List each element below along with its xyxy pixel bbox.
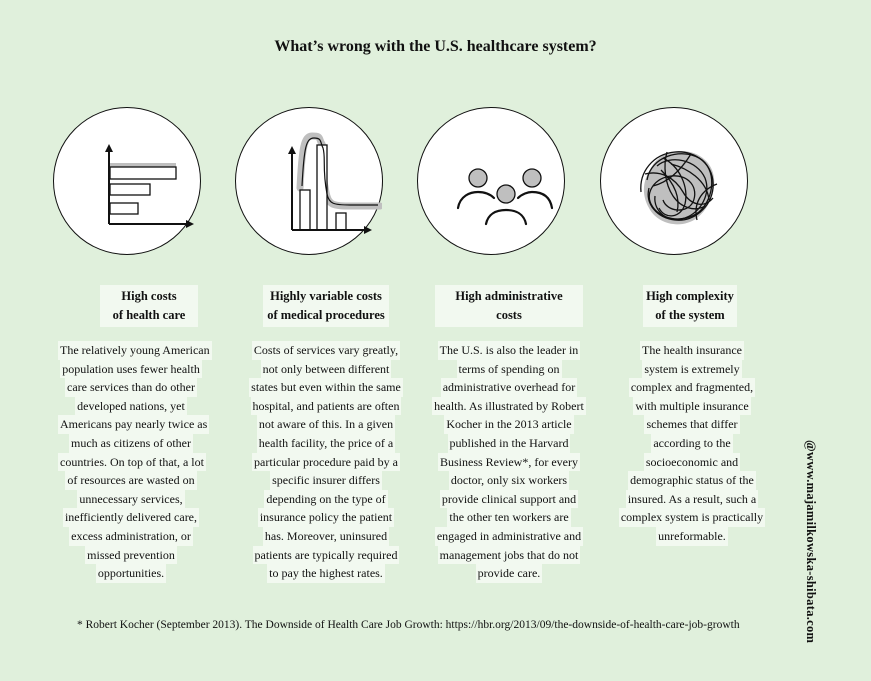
body-line: specific insurer differs [270, 471, 382, 490]
heading-line: High complexity [646, 289, 734, 303]
page-title: What’s wrong with the U.S. healthcare system? [274, 38, 597, 55]
body-line: The U.S. is also the leader in [438, 341, 581, 360]
card-heading [100, 285, 198, 327]
card-body [58, 341, 210, 583]
body-line: hospital, and patients are often [251, 397, 402, 416]
body-line: of resources are wasted on [65, 471, 196, 490]
body-line: inefficiently delivered care, [63, 508, 199, 527]
body-line: developed nations, yet [75, 397, 187, 416]
body-line: unreformable. [656, 527, 728, 546]
body-line: missed prevention [85, 546, 177, 565]
card-heading [435, 285, 583, 327]
body-line: management jobs that do not [438, 546, 581, 565]
heading-line: of medical procedures [267, 308, 385, 322]
body-line: Business Review*, for every [438, 453, 580, 472]
heading-line: of the system [655, 308, 725, 322]
body-line: patients are typically required [253, 546, 400, 565]
body-line: engaged in administrative and [435, 527, 583, 546]
body-line: countries. On top of that, a lot [58, 453, 206, 472]
body-line: provide care. [476, 564, 543, 583]
footnote: * Robert Kocher (September 2013). The Downside of Health Care Job Growth: https://hbr.org/2013/09/the-downside-of-health-care-job-growth [77, 619, 740, 631]
body-line: demographic status of the [628, 471, 756, 490]
bar-chart-icon [53, 107, 201, 255]
card-heading [263, 285, 389, 327]
body-line: terms of spending on [457, 360, 562, 379]
website-credit: @www.majamilkowska-shibata.com [804, 440, 818, 644]
body-line: the other ten workers are [447, 508, 570, 527]
card-body [608, 341, 776, 546]
heading-line: of health care [112, 308, 186, 322]
card-body [238, 341, 414, 583]
body-line: published in the Harvard [448, 434, 571, 453]
body-line: care services than do other [65, 378, 197, 397]
body-line: opportunities. [96, 564, 166, 583]
body-line: schemes that differ [644, 415, 739, 434]
body-line: Costs of services vary greatly, [252, 341, 400, 360]
body-line: The health insurance [640, 341, 744, 360]
body-line: insured. As a result, such a [626, 490, 758, 509]
body-line: particular procedure paid by a [252, 453, 400, 472]
heading-line: Highly variable costs [270, 289, 382, 303]
body-line: population uses fewer health [60, 360, 202, 379]
body-line: health facility, the price of a [257, 434, 396, 453]
body-line: excess administration, or [69, 527, 193, 546]
body-line: socioeconomic and [644, 453, 740, 472]
body-line: complex system is practically [619, 508, 765, 527]
body-line: administrative overhead for [441, 378, 578, 397]
body-line: complex and fragmented, [629, 378, 755, 397]
heading-line: costs [496, 308, 522, 322]
body-line: has. Moreover, uninsured [263, 527, 389, 546]
body-line: according to the [651, 434, 732, 453]
heading-line: High costs [121, 289, 177, 303]
tangle-icon [600, 107, 748, 255]
body-line: unnecessary services, [77, 490, 184, 509]
body-line: not aware of this. In a given [257, 415, 395, 434]
body-line: system is extremely [642, 360, 741, 379]
body-line: Kocher in the 2013 article [444, 415, 573, 434]
body-line: depending on the type of [264, 490, 387, 509]
body-line: states but even within the same [249, 378, 403, 397]
body-line: Americans pay nearly twice as [58, 415, 209, 434]
body-line: not only between different [261, 360, 392, 379]
card-heading [643, 285, 737, 327]
body-line: doctor, only six workers [449, 471, 569, 490]
body-line: much as citizens of other [69, 434, 193, 453]
heading-line: High administrative [455, 289, 563, 303]
spike-chart-icon [235, 107, 383, 255]
card-body [425, 341, 593, 583]
body-line: with multiple insurance [633, 397, 750, 416]
body-line: insurance policy the patient [258, 508, 394, 527]
body-line: The relatively young American [58, 341, 212, 360]
body-line: health. As illustrated by Robert [432, 397, 586, 416]
body-line: provide clinical support and [440, 490, 578, 509]
people-group-icon [417, 107, 565, 255]
body-line: to pay the highest rates. [267, 564, 385, 583]
